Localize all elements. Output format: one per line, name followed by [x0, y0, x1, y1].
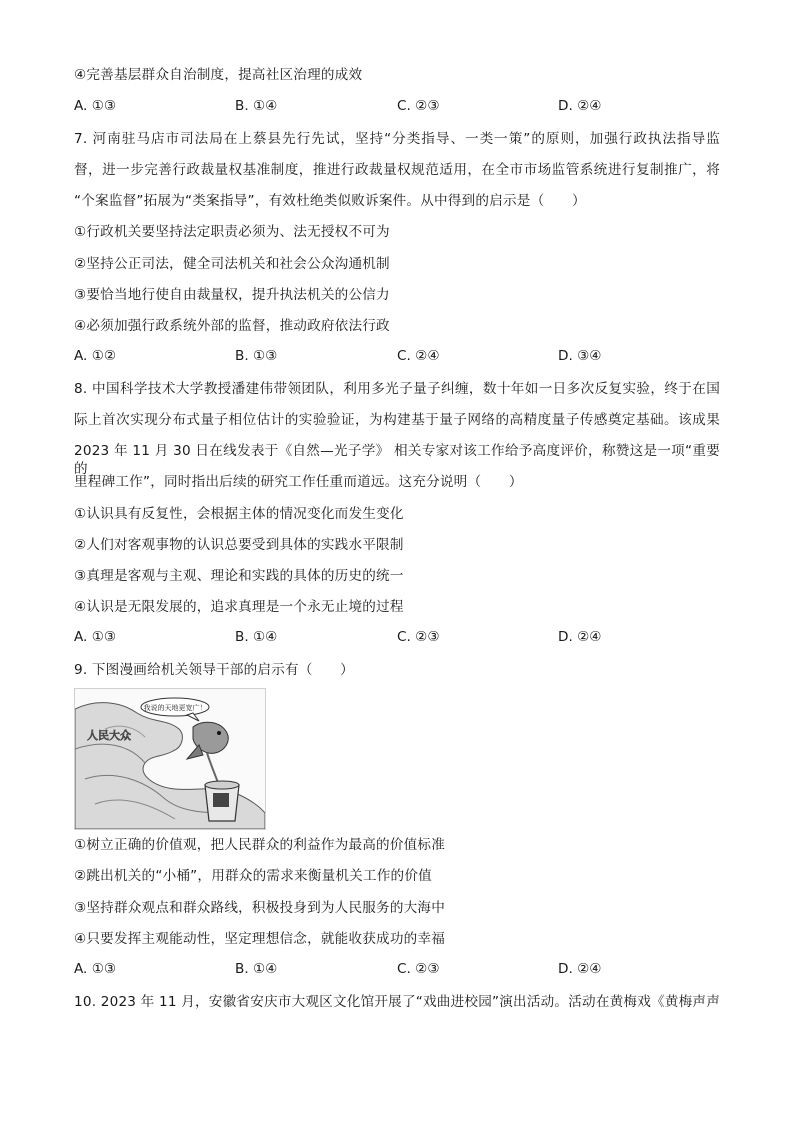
q9-item-4: ④只要发挥主观能动性，坚定理想信念，就能收获成功的幸福 [74, 931, 446, 947]
q8-item-1: ①认识具有反复性，会根据主体的情况变化而发生变化 [74, 506, 404, 522]
q8-option-a: A. ①③ [74, 629, 117, 645]
q9-option-c: C. ②③ [397, 961, 440, 977]
q9-option-a: A. ①③ [74, 961, 117, 977]
wave-label: 人民大众 [87, 729, 131, 742]
q7-option-c: C. ②④ [397, 348, 440, 364]
q8-item-2: ②人们对客观事物的认识总要受到具体的实践水平限制 [74, 537, 404, 553]
q7-option-b: B. ①③ [235, 348, 278, 364]
q8-option-d: D. ②④ [558, 629, 602, 645]
q8-item-4: ④认识是无限发展的，追求真理是一个永无止境的过程 [74, 599, 404, 615]
bucket-label [213, 793, 229, 807]
q8-item-3: ③真理是客观与主观、理论和实践的具体的历史的统一 [74, 568, 404, 584]
q9-option-d: D. ②④ [558, 961, 602, 977]
q6-options [74, 98, 720, 116]
q9-item-1: ①树立正确的价值观，把人民群众的利益作为最高的价值标准 [74, 837, 446, 853]
q8-stem-line-3: 2023 年 11 月 30 日在线发表于《自然—光子学》 相关专家对该工作给予高度评价，称赞这是一项“重要的 [74, 443, 720, 477]
q9-options [74, 961, 720, 979]
q9-option-b: B. ①④ [235, 961, 278, 977]
q9-item-2: ②跳出机关的“小桶”，用群众的需求来衡量机关工作的价值 [74, 868, 432, 884]
q7-item-3: ③要恰当地行使自由裁量权，提升执法机关的公信力 [74, 287, 390, 303]
q7-stem-line-3: “个案监督”拓展为“类案指导”，有效杜绝类似败诉案件。从中得到的启示是（ ） [74, 193, 586, 209]
q9-item-3: ③坚持群众观点和群众路线，积极投身到为人民服务的大海中 [74, 900, 446, 916]
q7-item-4: ④必须加强行政系统外部的监督，推动政府依法行政 [74, 318, 390, 334]
q7-stem-line-2: 督，进一步完善行政裁量权基准制度，推进行政裁量权规范适用，在全市市场监管系统进行复制推广，将 [74, 162, 720, 178]
bubble-text: 我说的天地更宽广！ [143, 704, 207, 712]
q8-options [74, 629, 720, 647]
q7-options [74, 348, 720, 366]
q7-item-2: ②坚持公正司法，健全司法机关和社会公众沟通机制 [74, 256, 390, 272]
q8-option-c: C. ②③ [397, 629, 440, 645]
q9-cartoon [74, 688, 266, 830]
cartoon-illustration [75, 689, 265, 829]
q7-stem-line-1: 7. 河南驻马店市司法局在上蔡县先行先试，坚持“分类指导、一类一策”的原则，加强行政执法指导监 [74, 131, 720, 147]
q8-stem-line-2: 际上首次实现分布式量子相位估计的实验验证，为构建基于量子网络的高精度量子传感奠定基础。该成果 [74, 412, 720, 428]
q8-option-b: B. ①④ [235, 629, 278, 645]
q8-stem-line-4: 里程碑工作”，同时指出后续的研究工作任重而道远。这充分说明（ ） [74, 474, 523, 490]
q6-option-b: B. ①④ [235, 98, 278, 114]
q6-item-4: ④完善基层群众自治制度，提高社区治理的成效 [74, 67, 363, 83]
q6-option-a: A. ①③ [74, 98, 117, 114]
q6-option-d: D. ②④ [558, 98, 602, 114]
q7-option-d: D. ③④ [558, 348, 602, 364]
q7-option-a: A. ①② [74, 348, 117, 364]
q10-stem-line-1: 10. 2023 年 11 月，安徽省安庆市大观区文化馆开展了“戏曲进校园”演出活动。活动在黄梅戏《黄梅声声 [74, 994, 720, 1010]
q7-item-1: ①行政机关要坚持法定职责必须为、法无授权不可为 [74, 224, 390, 240]
q8-stem-line-1: 8. 中国科学技术大学教授潘建伟带领团队，利用多光子量子纠缠，数十年如一日多次反复实验，终于在国 [74, 381, 720, 397]
q9-stem: 9. 下图漫画给机关领导干部的启示有（ ） [74, 662, 354, 678]
q6-option-c: C. ②③ [397, 98, 440, 114]
